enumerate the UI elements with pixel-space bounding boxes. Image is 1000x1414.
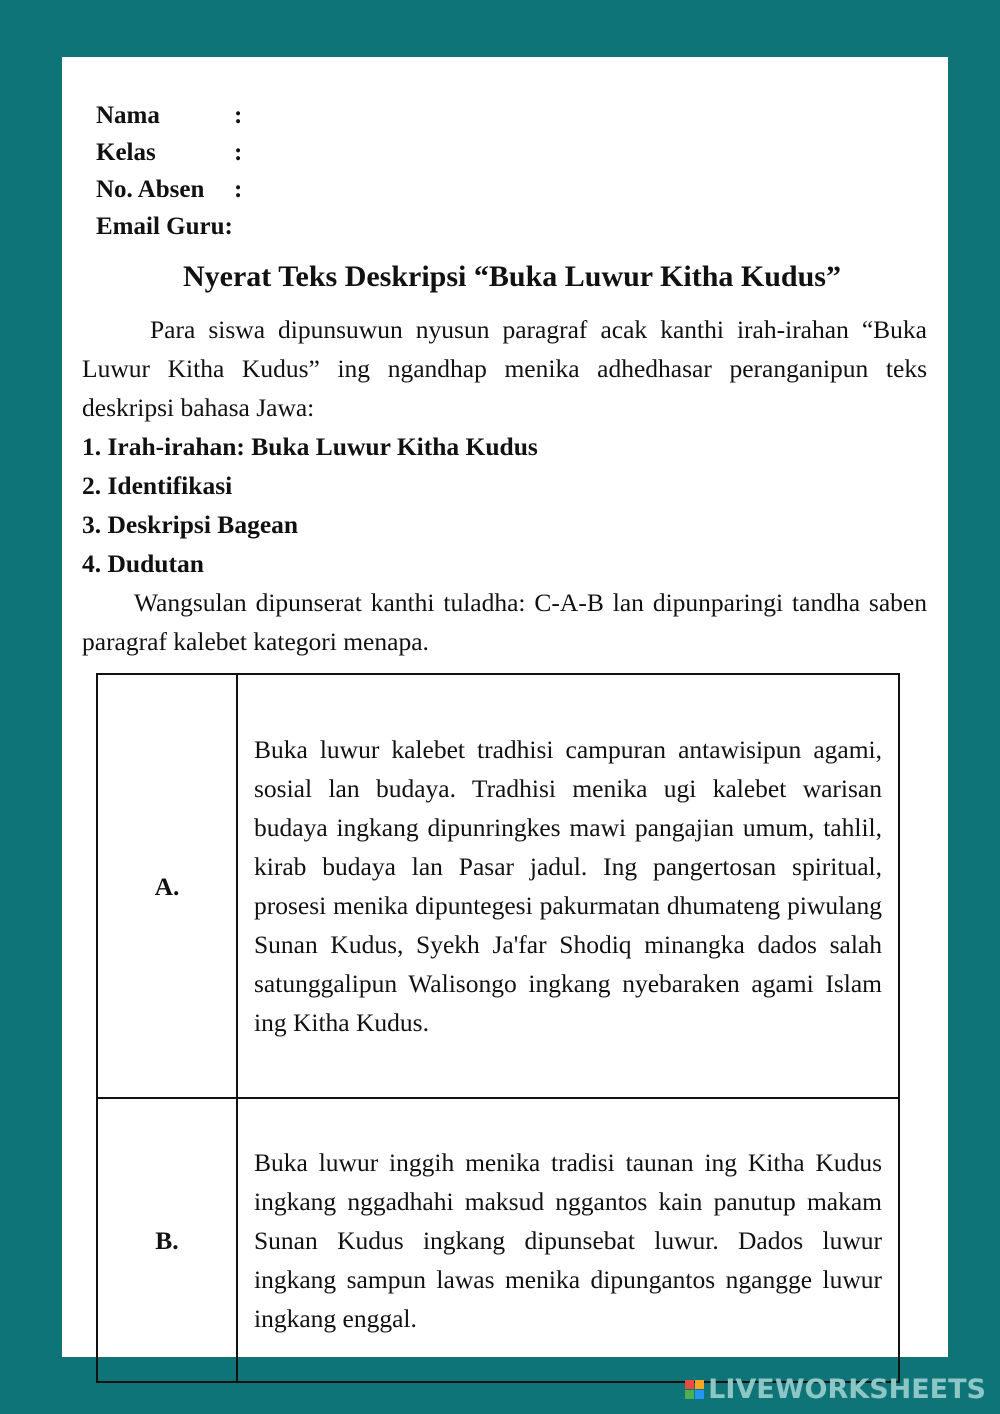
list-item: 4. Dudutan [82, 549, 204, 578]
class-colon: : [234, 139, 243, 166]
structure-list [82, 427, 927, 583]
list-item: 2. Identifikasi [82, 471, 233, 500]
instructions [82, 310, 927, 661]
identity-row-class [96, 134, 242, 171]
absen-colon: : [234, 176, 243, 203]
logo-square [695, 1390, 704, 1399]
email-label: Email Guru: [96, 213, 233, 240]
student-identity [96, 97, 242, 245]
liveworksheets-logo-icon [685, 1380, 704, 1399]
name-label: Nama [96, 102, 160, 129]
identity-row-email [96, 208, 242, 245]
list-item: 3. Deskripsi Bagean [82, 510, 299, 539]
name-colon: : [234, 102, 243, 129]
list-item: 1. Irah-irahan: Buka Luwur Kitha Kudus [82, 432, 538, 461]
brand-watermark [685, 1374, 986, 1405]
class-label: Kelas [96, 139, 156, 166]
row-label-a: A. [97, 674, 237, 1098]
identity-row-name [96, 97, 242, 134]
logo-square [685, 1380, 694, 1389]
page-title: Nyerat Teks Deskripsi “Buka Luwur Kitha Kudus” [183, 260, 841, 293]
instruction-paragraph: Wangsulan dipunserat kanthi tuladha: C-A-B lan dipunparingi tandha saben paragraf kalebet kategori menapa. [82, 588, 927, 656]
absen-label: No. Absen [96, 176, 205, 203]
paragraph-b-text: Buka luwur inggih menika tradisi taunan ing Kitha Kudus ingkang nggadhahi maksud nggantos kain panutup makam Sunan Kudus ingkang dipunsebat luwur. Dados luwur ingkang sampun lawas menika dipungantos nganggе luwur ingkang enggal. [237, 1098, 899, 1382]
worksheet-page [62, 57, 948, 1357]
table-row [97, 674, 899, 1098]
brand-name: LIVEWORKSHEETS [708, 1374, 986, 1405]
intro-paragraph: Para siswa dipunsuwun nyusun paragraf acak kanthi irah-irahan “Buka Luwur Kitha Kudus” ing ngandhap menika adhedhasar peranganipun teks deskripsi bahasa Jawa: [82, 315, 927, 422]
identity-row-number [96, 171, 242, 208]
table-row [97, 1098, 899, 1382]
paragraph-a-text: Buka luwur kalebet tradhisi campuran antawisipun agami, sosial lan budaya. Tradhisi menika ugi kalebet warisan budaya ingkang dipunringkes mawi pangajian umum, tahlil, kirab budaya lan Pasar jadul. Ing pangertosan spiritual, prosesi menika dipuntegesi pakurmatan dhumateng piwulang Sunan Kudus, Syekh Ja'far Shodiq minangka dados salah satunggalipun Walisongo ingkang nyebaraken agami Islam ing Kitha Kudus. [237, 674, 899, 1098]
row-label-b: B. [97, 1098, 237, 1382]
paragraph-table [96, 673, 900, 1383]
logo-square [685, 1390, 694, 1399]
logo-square [695, 1380, 704, 1389]
